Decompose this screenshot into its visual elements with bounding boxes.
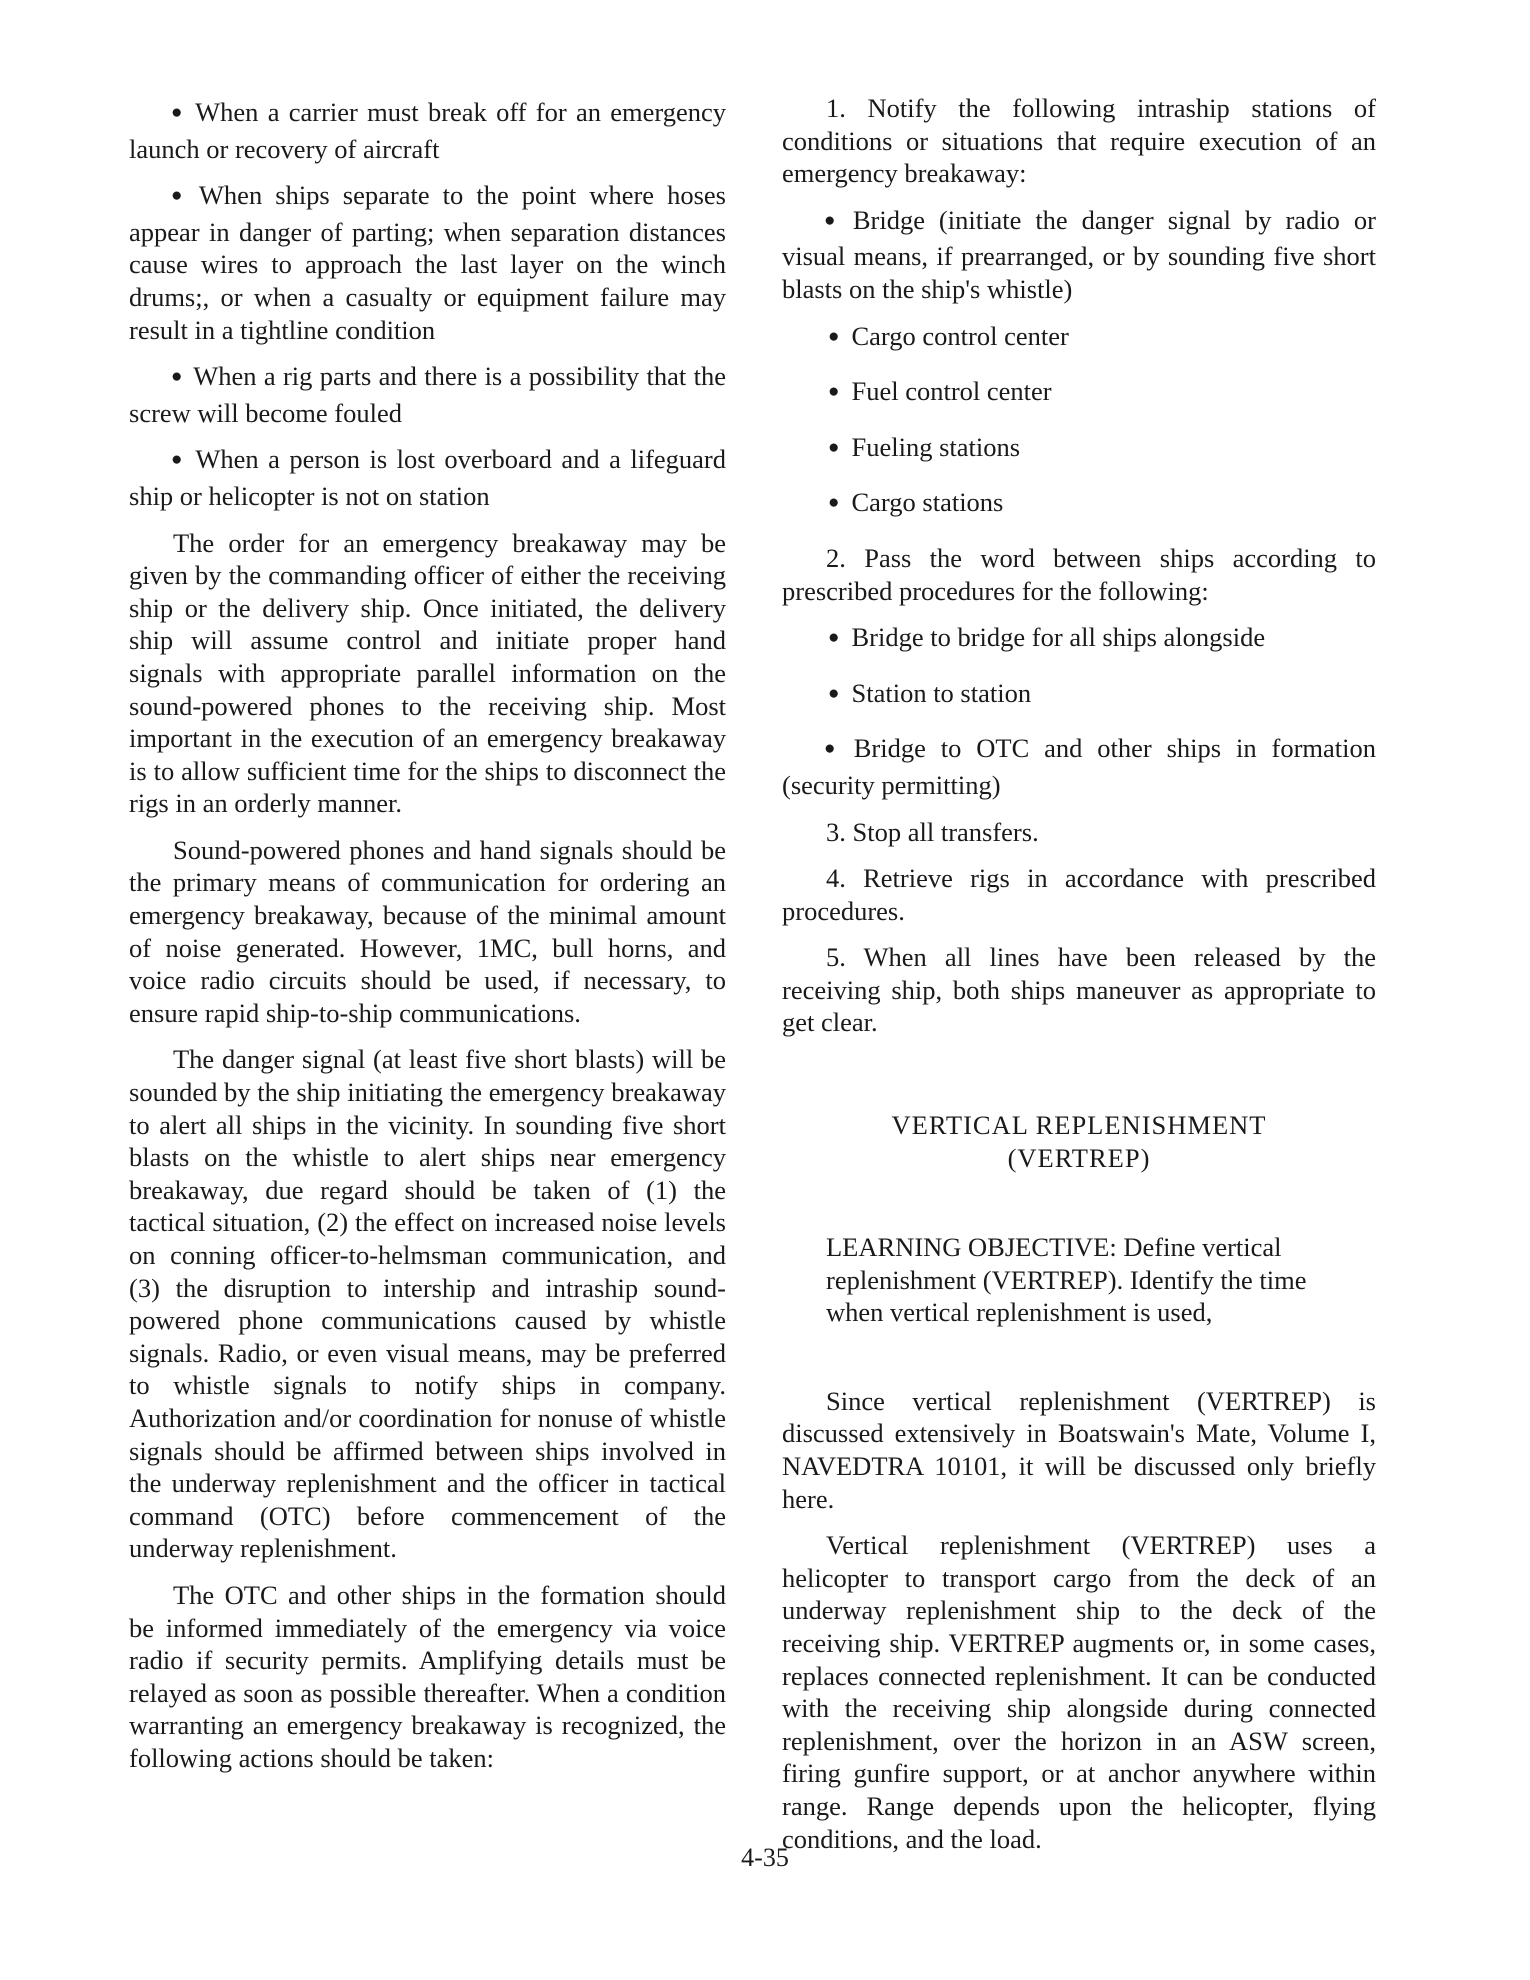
section-heading-title: VERTICAL REPLENISHMENT [891, 1110, 1267, 1141]
section-heading-abbrev: (VERTREP) [1007, 1143, 1151, 1174]
body-paragraph: Vertical replenishment (VERTREP) uses a helicopter to transport cargo from the deck of an underway replenishment ship to the deck of the receiving ship. VERTREP augments or, in some cases, replaces connected replenishment. It can be conducted with the receiving ship alongside during connected replenishment, over the horizon in an ASW screen, firing gunfire support, or at anchor anywhere within range. Range depends upon the helicopter, flying conditions, and the load. [782, 1530, 1376, 1854]
step-5: 5. When all lines have been released by the receiving ship, both ships maneuver as appropriate to get clear. [782, 942, 1376, 1038]
bullet-item: ● Bridge to OTC and other ships in formation (security permitting) [782, 732, 1376, 801]
intraship-stations-list [782, 320, 1376, 523]
list-item: ● Bridge to bridge for all ships alongside [782, 621, 1376, 658]
bullet-item: ● When a person is lost overboard and a lifeguard ship or helicopter is not on station [129, 443, 726, 512]
list-item: ● Fuel control center [782, 375, 1376, 412]
list-item: ● Cargo control center [782, 320, 1376, 357]
right-column [782, 92, 1376, 1869]
section-heading [782, 1109, 1376, 1175]
step-4: 4. Retrieve rigs in accordance with prescribed procedures. [782, 863, 1376, 926]
body-paragraph: The OTC and other ships in the formation should be informed immediately of the emergency via voice radio if security permits. Amplifying details must be relayed as soon as possible thereafter. When a condition warranting an emergency breakaway is recognized, the following actions should be taken: [129, 1579, 726, 1773]
learning-objective: LEARNING OBJECTIVE: Define vertical replenishment (VERTREP). Identify the time when vertical replenishment is used, [826, 1232, 1307, 1328]
body-paragraph: The danger signal (at least five short blasts) will be sounded by the ship initiating the emergency breakaway to alert all ships in the vicinity. In sounding five short blasts on the whistle to alert ships near emergency breakaway, due regard should be taken of (1) the tactical situation, (2) the effect on increased noise levels on conning officer-to-helmsman communication, and (3) the disruption to intership and intraship sound-powered phone communications caused by whistle signals. Radio, or even visual means, may be preferred to whistle signals to notify ships in company. Authorization and/or coordination for nonuse of whistle signals should be affirmed between ships involved in the underway replenishment and the officer in tactical command (OTC) before commencement of the underway replenishment. [129, 1044, 726, 1564]
bullet-item: ● Bridge (initiate the danger signal by radio or visual means, if prearranged, or by sounding five short blasts on the ship's whistle) [782, 204, 1376, 306]
bullet-item: ● When a carrier must break off for an emergency launch or recovery of aircraft [129, 96, 726, 165]
body-paragraph: The order for an emergency breakaway may be given by the commanding officer of either the receiving ship or the delivery ship. Once initiated, the delivery ship will assume control and initiate proper hand signals with appropriate parallel information on the sound-powered phones to the receiving ship. Most important in the execution of an emergency breakaway is to allow sufficient time for the ships to disconnect the rigs in an orderly manner. [129, 527, 726, 819]
step-1: 1. Notify the following intraship stations of conditions or situations that require execution of an emergency breakaway: [782, 93, 1376, 189]
bullet-item: ● When a rig parts and there is a possibility that the screw will become fouled [129, 360, 726, 429]
body-paragraph: Sound-powered phones and hand signals should be the primary means of communication for ordering an emergency breakaway, because of the minimal amount of noise generated. However, 1MC, bull horns, and voice radio circuits should be used, if necessary, to ensure rapid ship-to-ship communications. [129, 834, 726, 1028]
pass-word-list [782, 621, 1376, 713]
list-item: ● Fueling stations [782, 431, 1376, 468]
body-paragraph: Since vertical replenishment (VERTREP) is discussed extensively in Boatswain's Mate, Volume I, NAVEDTRA 10101, it will be discussed only briefly here. [782, 1385, 1376, 1514]
step-2: 2. Pass the word between ships according to prescribed procedures for the following: [782, 542, 1376, 606]
list-item: ● Station to station [782, 677, 1376, 714]
page-number: 4-35 [741, 1843, 789, 1872]
left-column [129, 96, 726, 1789]
list-item: ● Cargo stations [782, 486, 1376, 523]
bullet-item: ● When ships separate to the point where hoses appear in danger of parting; when separation distances cause wires to approach the last layer on the winch drums;, or when a casualty or equipment failure may result in a tightline condition [129, 179, 726, 346]
step-3: 3. Stop all transfers. [826, 816, 1039, 847]
